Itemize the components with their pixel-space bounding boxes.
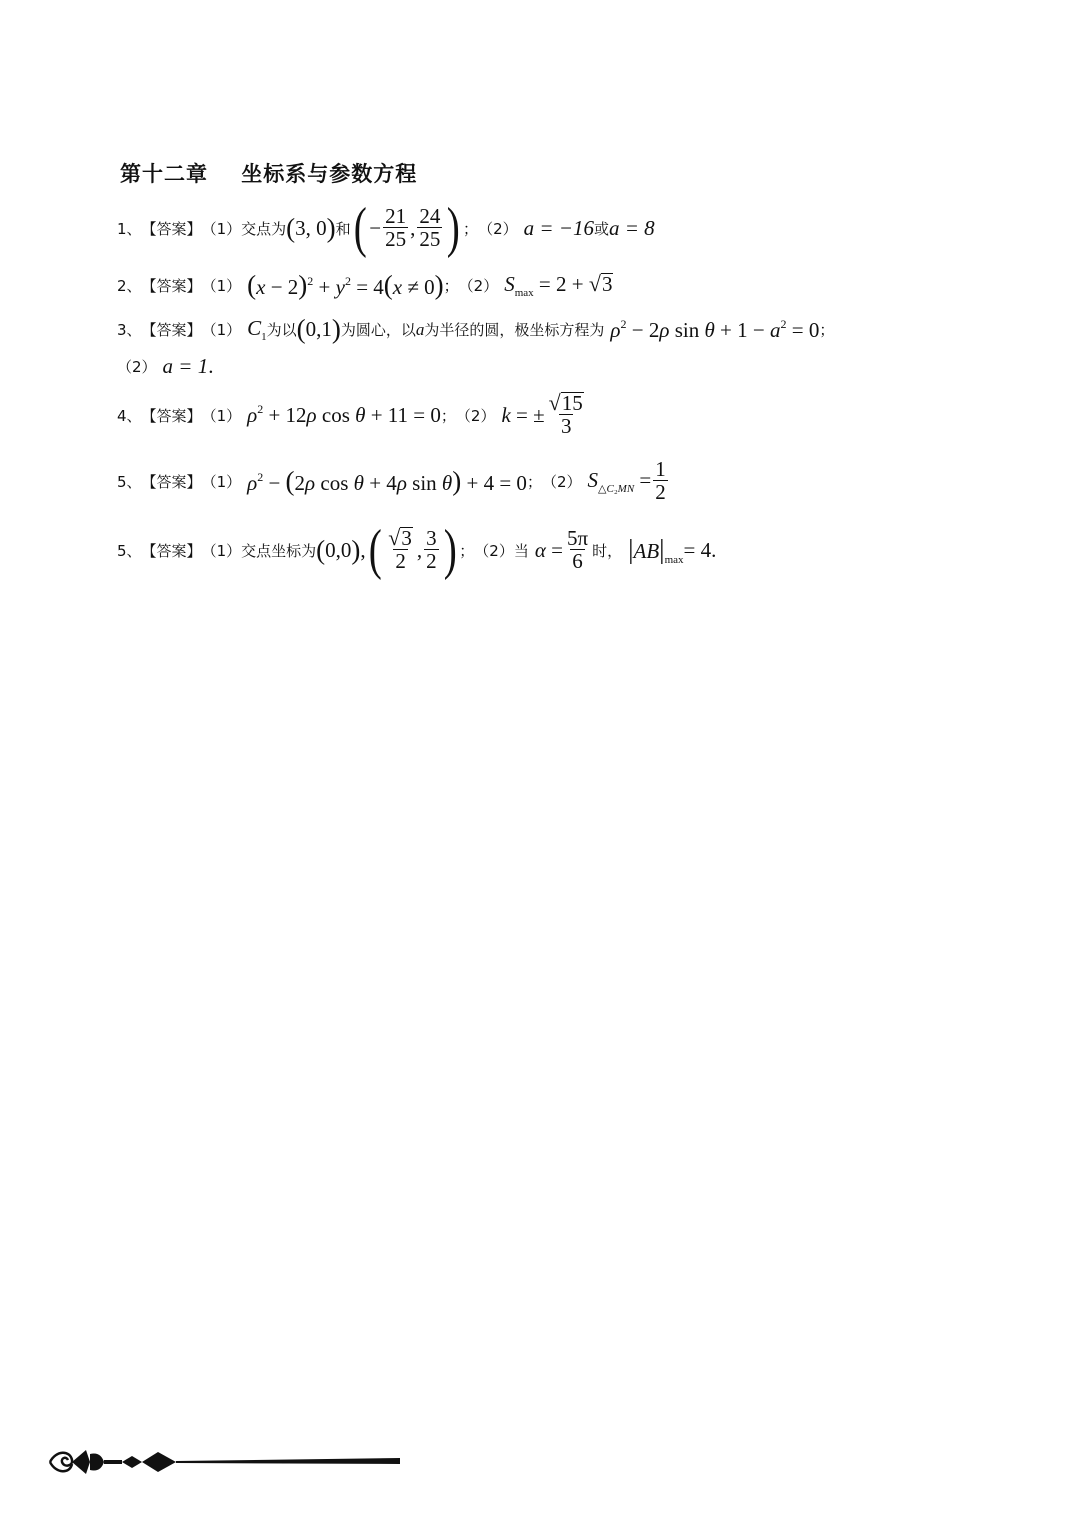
fraction: $\frac{5\pi}{6}$ [566, 525, 589, 573]
answer-line-3: 3、 【答案】 （1） $C_1$ 为以 ( 0,1 ) 为圆心，以 a 为半径的圆，极坐标方程为 $\rho^2 - 2\rho$ $\sin \theta + 1 - a^2 = 0$ ； [117, 314, 835, 344]
fraction: $\frac{24}{25}$ [419, 203, 441, 251]
answer-line-6: 5、 【答案】 （1） 交点坐标为 ( 0,0 ) , ( √ 3 2 , $\frac{3}{2}$ ) ； （2） 当 α = $\frac{5\pi}{6}$ 时， $|AB|_{max}$ = 4 . [117, 519, 717, 581]
text: 交点为 [241, 219, 287, 238]
equation: $(x - 2)^2 + y^2 = 4(x \ne 0)$ [247, 270, 444, 300]
equation: $\rho^2 + 12\rho$ cos θ + 11 = 0 [247, 402, 441, 428]
fraction: $\frac{21}{25}$ [385, 203, 407, 251]
equation: $\rho^2 - (2\rho$ cos θ + 4ρ sin θ) + 4 = 0 [247, 465, 527, 496]
answer-line-2: 2、 【答案】 （1） $(x - 2)^2 + y^2 = 4(x \ne 0)$ ； （2） $S_{max} = 2$ + √ 3 [117, 270, 613, 300]
symbol: $C_1$ [247, 316, 267, 343]
part-2-label: （2） [478, 219, 518, 238]
footer-ornament [46, 1442, 406, 1482]
fraction: $\frac{1}{2}$ [655, 457, 666, 505]
fraction: √ 3 2 [388, 524, 412, 573]
equation: a = 8 [608, 215, 655, 240]
chapter-title: 第十二章 坐标系与参数方程 [120, 162, 418, 186]
part-1-label: （1） [201, 219, 242, 238]
answer-tag: 【答案】 [141, 219, 202, 238]
answer-line-1: 1、 【答案】 （1） 交点为 ( 3, 0 ) 和 ( − $\frac{21}{25}$ , $\frac{24}{25}$ ) ； （2） a = −16 或 a = 8 [117, 197, 655, 259]
answer-line-3b: （2） a = 1 . [117, 354, 214, 378]
answer-line-4: 4、 【答案】 （1） $\rho^2 + 12\rho$ cos θ + 11 = 0 ； （2） k = ± √ 15 3 [117, 392, 588, 438]
equation: $\rho^2 - 2\rho$ $\sin \theta + 1 - a^2 = 0$ [610, 316, 820, 342]
equation: a = 1 [162, 354, 209, 378]
text: 和 [335, 219, 351, 238]
equation: $|AB|_{max}$ [628, 534, 684, 566]
equation: a = −16 [523, 215, 594, 240]
fraction: √ 15 3 [548, 390, 583, 439]
fraction: $\frac{3}{2}$ [426, 525, 437, 573]
point: 3, 0 [295, 215, 327, 240]
item-number: 1、 [117, 219, 142, 238]
answer-line-5: 5、 【答案】 （1） $\rho^2 - (2\rho$ cos θ + 4ρ sin θ) + 4 = 0 ； （2） $S_{\triangle C_2MN}$ = $\frac{1}{2}$ [117, 457, 666, 505]
equation: $S_{max} = 2$ + √ 3 [504, 271, 613, 299]
